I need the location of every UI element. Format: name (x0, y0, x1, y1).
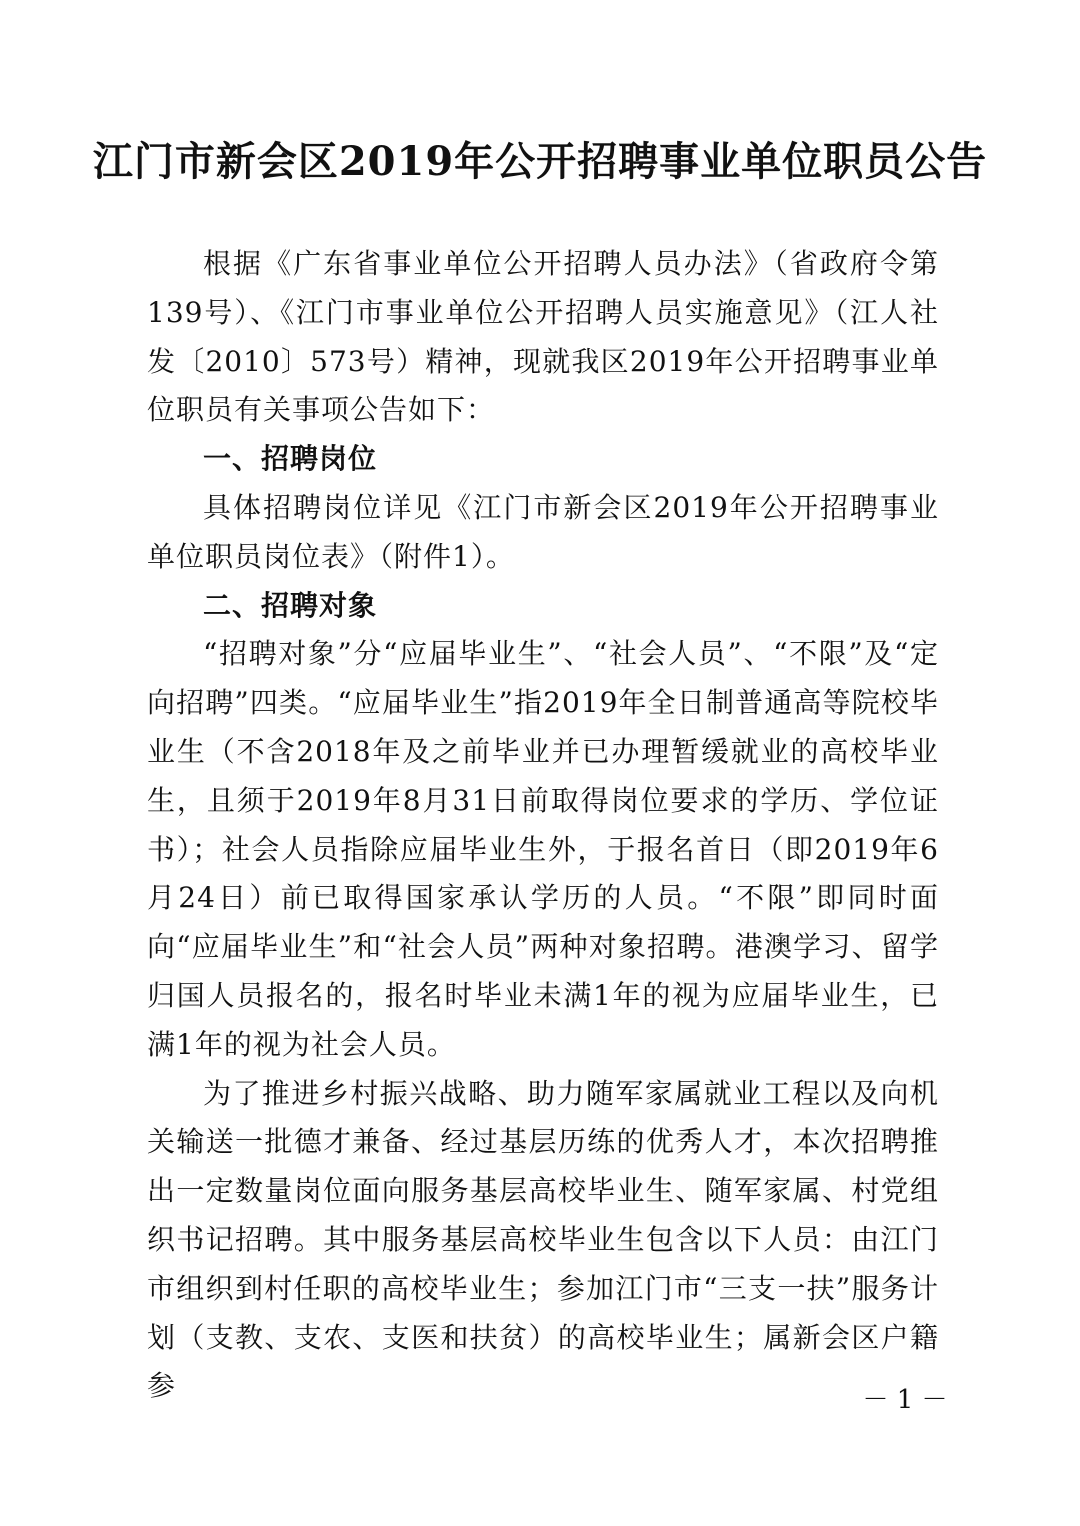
positions-paragraph: 具体招聘岗位详见《江门市新会区2019年公开招聘事业单位职员岗位表》（附件1）。 (147, 490, 939, 573)
targets-paragraph: “招聘对象”分“应届毕业生”、“社会人员”、“不限”及“定向招聘”四类。“应届毕业生”指2019年全日制普通高等院校毕业生（不含2018年及之前毕业并已办理暂缓就业的高校毕业生，且须于2019年8月31日前取得岗位要求的学历、学位证书）；社会人员指除应届毕业生外，于报名首日（即2019年6月24日）前已取得国家承认学历的人员。“不限”即同时面向“应届毕业生”和“社会人员”两种对象招聘。港澳学习、留学归国人员报名的，报名时毕业未满1年的视为应届毕业生，已满1年的视为社会人员。 (147, 637, 939, 1061)
section-heading-targets: 二、招聘对象 (203, 588, 378, 622)
document-body (147, 240, 939, 1411)
document-title: 江门市新会区2019年公开招聘事业单位职员公告 (92, 138, 988, 185)
section-heading-positions: 一、招聘岗位 (203, 442, 378, 476)
intro-paragraph: 根据《广东省事业单位公开招聘人员办法》（省政府令第139号）、《江门市事业单位公开招聘人员实施意见》（江人社发〔2010〕573号）精神，现就我区2019年公开招聘事业单位职员有关事项公告如下： (147, 247, 939, 427)
page-number: － 1 － (862, 1385, 948, 1415)
grassroots-paragraph: 为了推进乡村振兴战略、助力随军家属就业工程以及向机关输送一批德才兼备、经过基层历练的优秀人才，本次招聘推出一定数量岗位面向服务基层高校毕业生、随军家属、村党组织书记招聘。其中服务基层高校毕业生包含以下人员：由江门市组织到村任职的高校毕业生；参加江门市“三支一扶”服务计划（支教、支农、支医和扶贫）的高校毕业生；属新会区户籍参 (147, 1076, 939, 1403)
